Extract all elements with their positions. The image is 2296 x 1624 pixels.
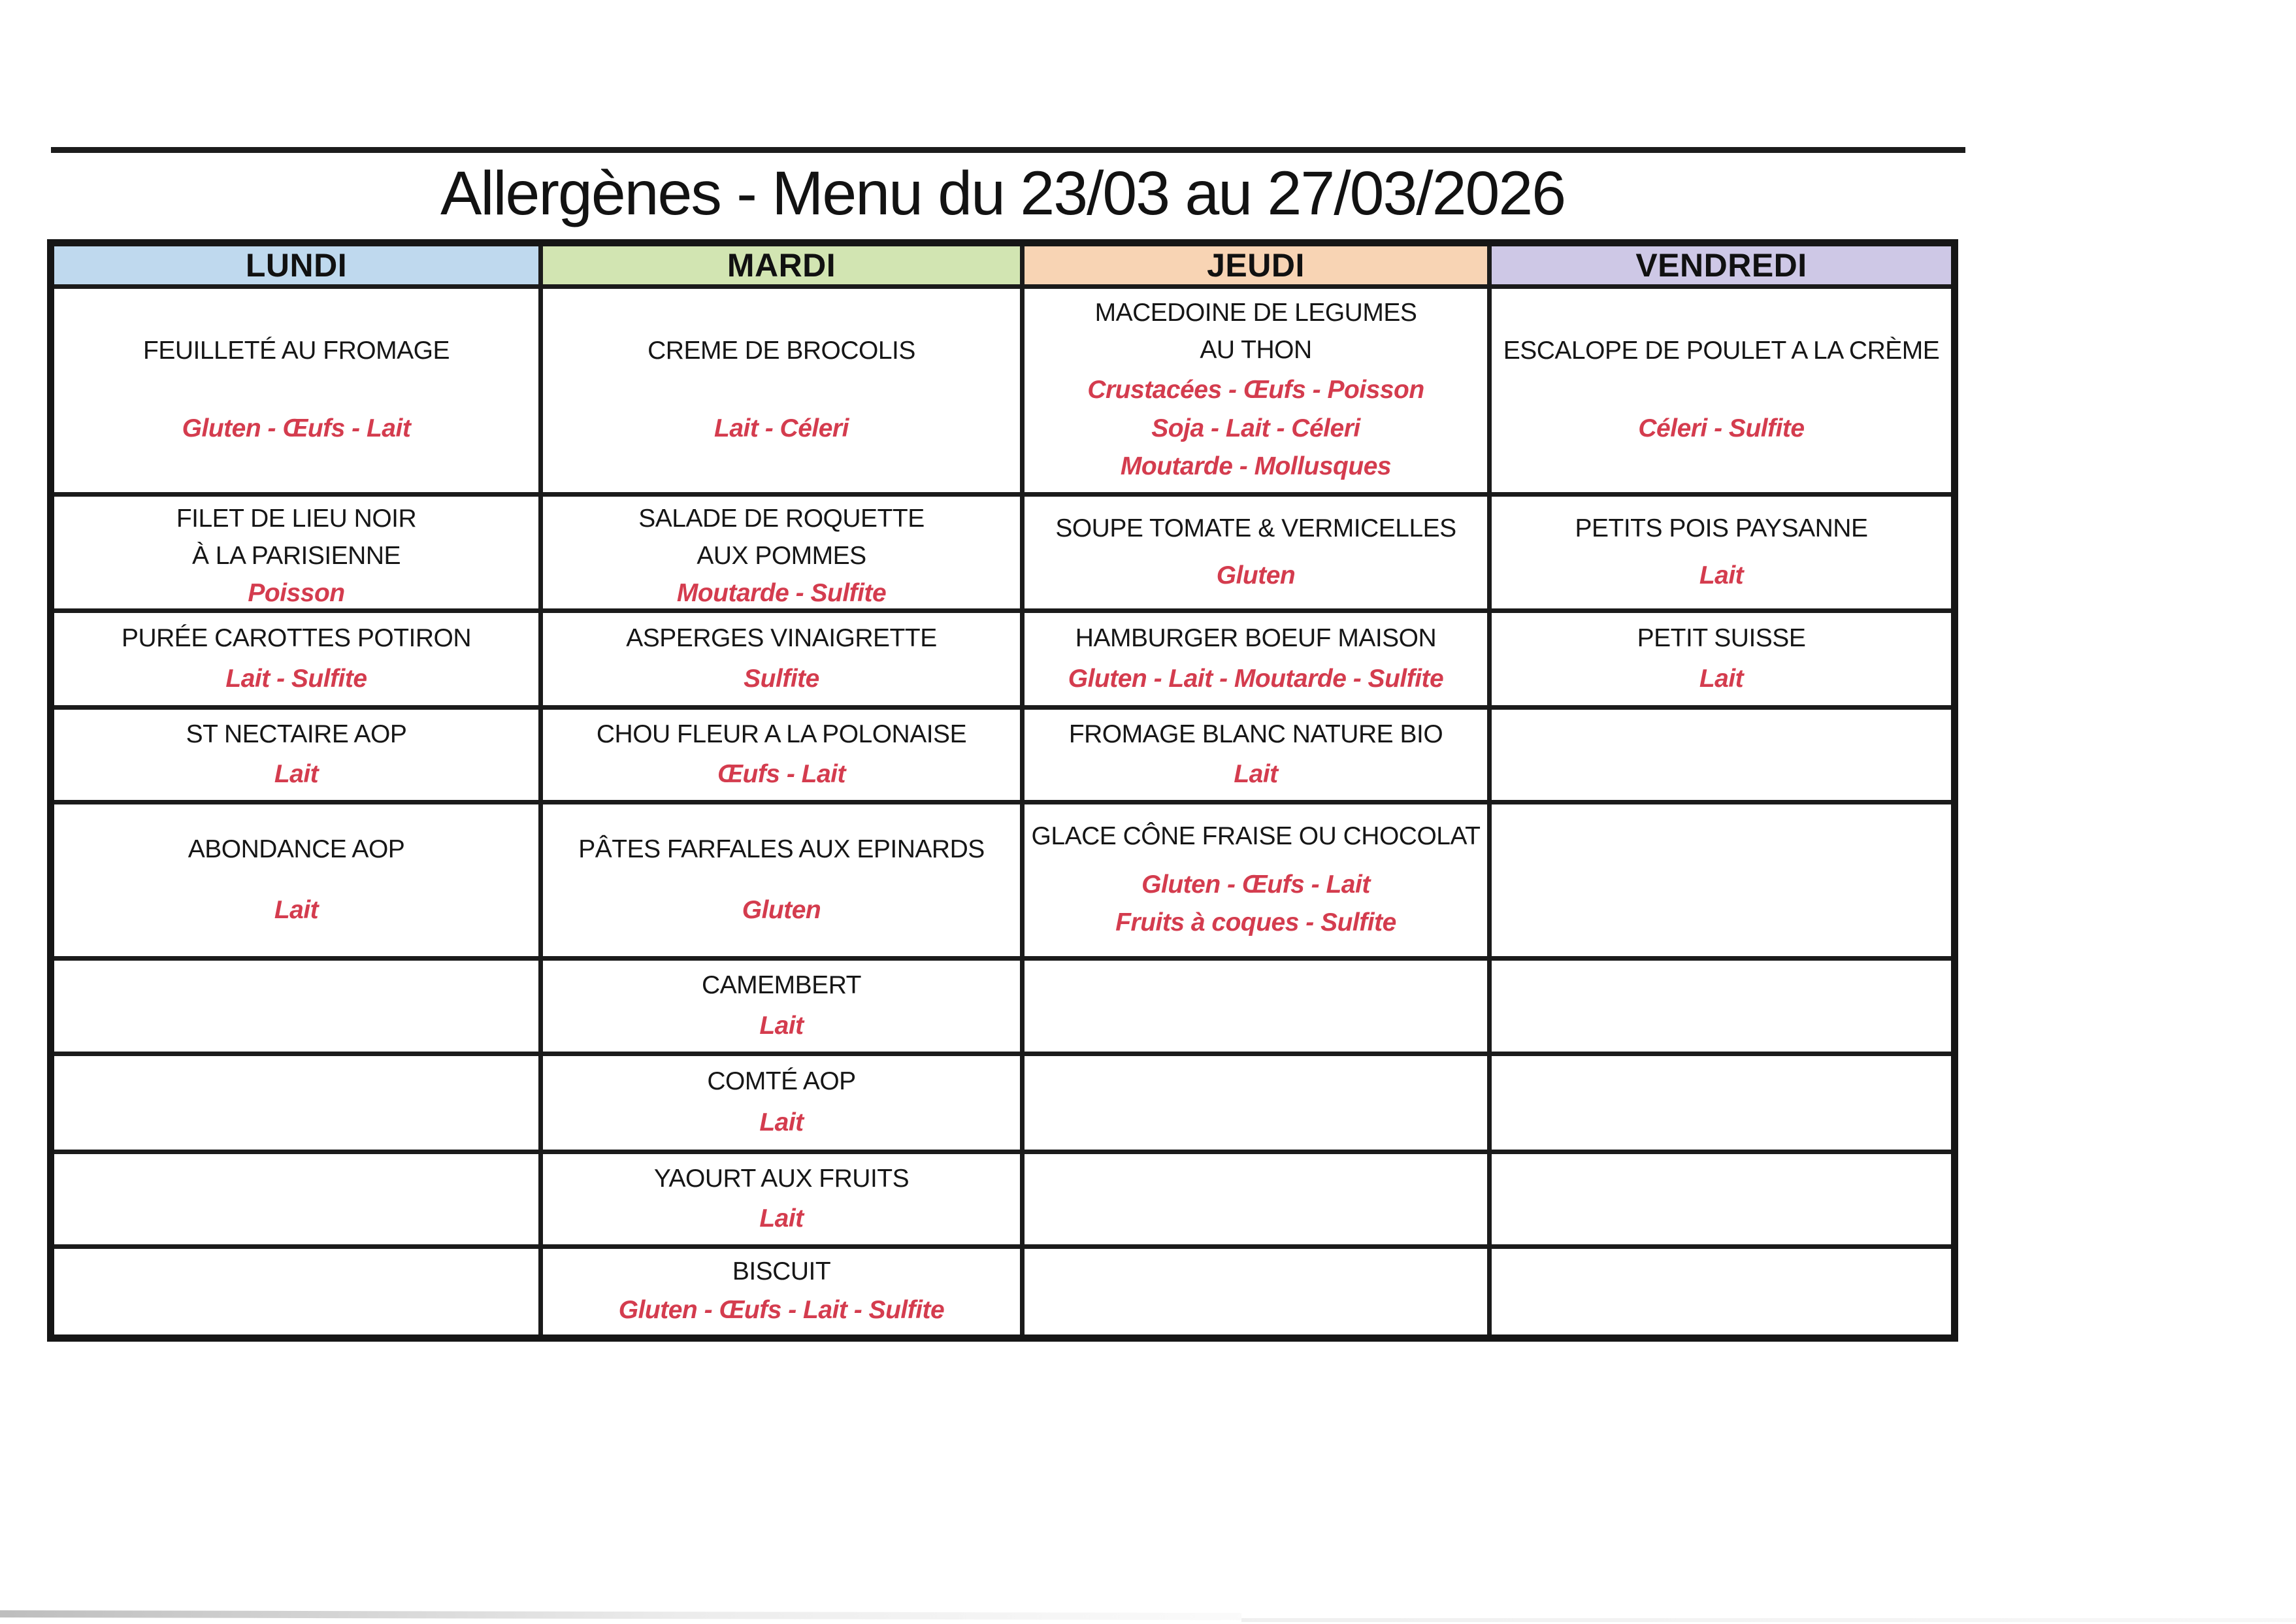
menu-cell-mardi-row6 — [543, 961, 1025, 1056]
allergen-line: Gluten - Lait - Moutarde - Sulfite — [1068, 664, 1444, 693]
allergen-list — [274, 755, 318, 794]
dish-name — [188, 831, 405, 869]
allergen-list — [1087, 371, 1424, 486]
menu-cell-jeudi-row8 — [1025, 1154, 1492, 1249]
allergen-line: Lait — [759, 1108, 804, 1137]
dish-name-line: CREME DE BROCOLIS — [648, 337, 915, 365]
allergen-line: Lait — [274, 759, 319, 788]
allergen-list — [248, 574, 344, 613]
dish-name-line: COMTÉ AOP — [707, 1067, 856, 1096]
allergen-list — [1699, 660, 1743, 699]
menu-cell-lundi-row5 — [54, 804, 543, 961]
allergen-line: Lait — [1699, 561, 1744, 589]
menu-cell-jeudi-row1 — [1025, 289, 1492, 497]
day-header-label: VENDREDI — [1635, 247, 1807, 284]
allergen-line: Lait — [759, 1204, 804, 1233]
dish-name — [578, 831, 985, 869]
dish-name — [702, 967, 861, 1004]
allergen-list — [759, 1007, 803, 1046]
allergen-line: Lait — [1234, 759, 1278, 788]
dish-name — [1069, 716, 1443, 754]
menu-cell-jeudi-row6 — [1025, 961, 1492, 1056]
dish-name-line: YAOURT AUX FRUITS — [653, 1164, 910, 1193]
allergen-line: Sulfite — [744, 664, 819, 693]
menu-cell-vendredi-row7 — [1492, 1056, 1951, 1154]
menu-cell-vendredi-row4 — [1492, 710, 1951, 804]
allergen-list — [744, 660, 819, 699]
menu-cell-mardi-row5 — [543, 804, 1025, 961]
allergen-line: Moutarde - Sulfite — [676, 579, 887, 608]
menu-cell-vendredi-row2 — [1492, 497, 1951, 613]
allergen-line: Soja - Lait - Céleri — [1151, 414, 1360, 442]
menu-cell-mardi-row2 — [543, 497, 1025, 613]
dish-name — [186, 716, 407, 754]
dish-name — [176, 501, 416, 574]
allergen-line: Céleri - Sulfite — [1638, 414, 1805, 443]
dish-name — [654, 1161, 909, 1198]
menu-cell-jeudi-row4 — [1025, 710, 1492, 804]
dish-name-line: GLACE CÔNE FRAISE OU CHOCOLAT — [1031, 822, 1481, 851]
menu-cell-mardi-row1 — [543, 289, 1025, 497]
day-header-label: MARDI — [727, 247, 836, 284]
dish-name-line: PETITS POIS PAYSANNE — [1575, 514, 1868, 542]
allergen-list — [742, 891, 821, 930]
menu-cell-vendredi-row8 — [1492, 1154, 1951, 1249]
allergen-line: Gluten — [1216, 561, 1296, 589]
menu-cell-vendredi-row5 — [1492, 804, 1951, 961]
allergen-line: Lait — [274, 895, 319, 924]
menu-cell-mardi-row3 — [543, 613, 1025, 710]
menu-cell-vendredi-row3 — [1492, 613, 1951, 710]
dish-name-line: SOUPE TOMATE & VERMICELLES — [1055, 514, 1456, 542]
menu-cell-vendredi-row6 — [1492, 961, 1951, 1056]
dish-name-line: ST NECTAIRE AOP — [186, 720, 407, 748]
allergen-line: Moutarde - Mollusques — [1120, 452, 1392, 481]
menu-cell-lundi-row6 — [54, 961, 543, 1056]
dish-name-line: PURÉE CAROTTES POTIRON — [121, 623, 472, 652]
day-header-vendredi — [1492, 246, 1951, 289]
dish-name-line: MACEDOINE DE LEGUMES — [1094, 299, 1417, 327]
allergen-list — [717, 755, 845, 794]
dish-name — [597, 716, 966, 754]
allergen-list — [182, 410, 411, 448]
menu-cell-jeudi-row2 — [1025, 497, 1492, 613]
day-header-label: JEUDI — [1207, 247, 1305, 284]
dish-name-line: ESCALOPE DE POULET A LA CRÈME — [1503, 337, 1940, 365]
allergen-list — [274, 891, 318, 930]
menu-cell-jeudi-row9 — [1025, 1249, 1492, 1334]
allergen-line: Lait - Céleri — [714, 414, 849, 443]
allergen-list — [1068, 660, 1443, 699]
allergen-list — [1115, 866, 1396, 942]
menu-cell-mardi-row9 — [543, 1249, 1025, 1334]
allergen-list — [1234, 755, 1277, 794]
menu-cell-lundi-row4 — [54, 710, 543, 804]
top-rule-divider — [51, 147, 1965, 153]
dish-name-line: HAMBURGER BOEUF MAISON — [1075, 623, 1437, 652]
dish-name — [1503, 333, 1940, 370]
dish-name-line: FILET DE LIEU NOIR — [176, 505, 417, 533]
dish-name — [122, 620, 471, 657]
allergen-line: Crustacées - Œufs - Poisson — [1087, 376, 1424, 405]
dish-name — [1055, 510, 1456, 548]
menu-cell-jeudi-row7 — [1025, 1056, 1492, 1154]
allergen-list — [619, 1291, 944, 1330]
dish-name — [732, 1253, 830, 1291]
menu-cell-vendredi-row9 — [1492, 1249, 1951, 1334]
dish-name-line: CHOU FLEUR A LA POLONAISE — [596, 720, 967, 748]
menu-cell-mardi-row4 — [543, 710, 1025, 804]
allergen-list — [714, 410, 849, 448]
dish-name — [626, 620, 936, 657]
dish-name-line: PETIT SUISSE — [1637, 623, 1806, 652]
menu-cell-lundi-row7 — [54, 1056, 543, 1154]
page-title: Allergènes - Menu du 23/03 au 27/03/2026 — [440, 159, 1566, 228]
allergen-line: Œufs - Lait — [717, 759, 845, 788]
day-header-mardi — [543, 246, 1025, 289]
dish-name-line: AUX POMMES — [697, 541, 866, 570]
dish-name-line: CAMEMBERT — [702, 970, 861, 999]
dish-name-line: PÂTES FARFALES AUX EPINARDS — [578, 835, 985, 863]
dish-name — [1637, 620, 1806, 657]
allergen-list — [759, 1200, 803, 1238]
dish-name-line: AU THON — [1200, 336, 1312, 365]
allergen-list — [759, 1104, 803, 1142]
dish-name-line: À LA PARISIENNE — [191, 541, 401, 570]
allergen-list — [1699, 557, 1743, 595]
allergen-list — [1638, 410, 1804, 448]
day-header-jeudi — [1025, 246, 1492, 289]
dish-name — [143, 333, 450, 370]
menu-cell-vendredi-row1 — [1492, 289, 1951, 497]
dish-name-line: SALADE DE ROQUETTE — [638, 505, 925, 533]
allergen-menu-table — [47, 239, 1958, 1342]
menu-cell-jeudi-row3 — [1025, 613, 1492, 710]
scan-artifact-bottom-left — [0, 1610, 1241, 1620]
allergen-line: Gluten - Œufs - Lait — [182, 414, 411, 443]
dish-name — [1032, 818, 1481, 855]
dish-name — [1575, 510, 1867, 548]
menu-cell-lundi-row9 — [54, 1249, 543, 1334]
menu-cell-lundi-row2 — [54, 497, 543, 613]
allergen-list — [677, 574, 886, 613]
allergen-line: Fruits à coques - Sulfite — [1115, 908, 1396, 937]
allergen-line: Lait — [1699, 664, 1744, 693]
allergen-line: Poisson — [248, 579, 345, 608]
dish-name — [1075, 620, 1436, 657]
dish-name — [638, 501, 924, 574]
allergen-line: Gluten - Œufs - Lait — [1141, 870, 1370, 899]
allergen-list — [225, 660, 367, 699]
dish-name-line: FROMAGE BLANC NATURE BIO — [1068, 720, 1443, 748]
menu-cell-mardi-row8 — [543, 1154, 1025, 1249]
allergen-line: Lait — [759, 1011, 804, 1040]
allergen-list — [1217, 557, 1296, 595]
dish-name-line: FEUILLETÉ AU FROMAGE — [143, 337, 450, 365]
allergen-line: Lait - Sulfite — [225, 664, 367, 693]
menu-cell-jeudi-row5 — [1025, 804, 1492, 961]
allergen-line: Gluten - Œufs - Lait - Sulfite — [618, 1296, 945, 1325]
menu-cell-lundi-row8 — [54, 1154, 543, 1249]
dish-name-line: BISCUIT — [732, 1257, 831, 1286]
dish-name — [1095, 295, 1417, 369]
menu-cell-mardi-row7 — [543, 1056, 1025, 1154]
dish-name-line: ABONDANCE AOP — [188, 835, 405, 863]
allergen-line: Gluten — [742, 895, 821, 924]
day-header-label: LUNDI — [245, 247, 348, 284]
menu-cell-lundi-row1 — [54, 289, 543, 497]
menu-cell-lundi-row3 — [54, 613, 543, 710]
dish-name-line: ASPERGES VINAIGRETTE — [626, 623, 937, 652]
dish-name — [648, 333, 915, 370]
dish-name — [707, 1063, 855, 1101]
day-header-lundi — [54, 246, 543, 289]
scan-artifact-bottom-right — [1241, 1618, 2296, 1622]
